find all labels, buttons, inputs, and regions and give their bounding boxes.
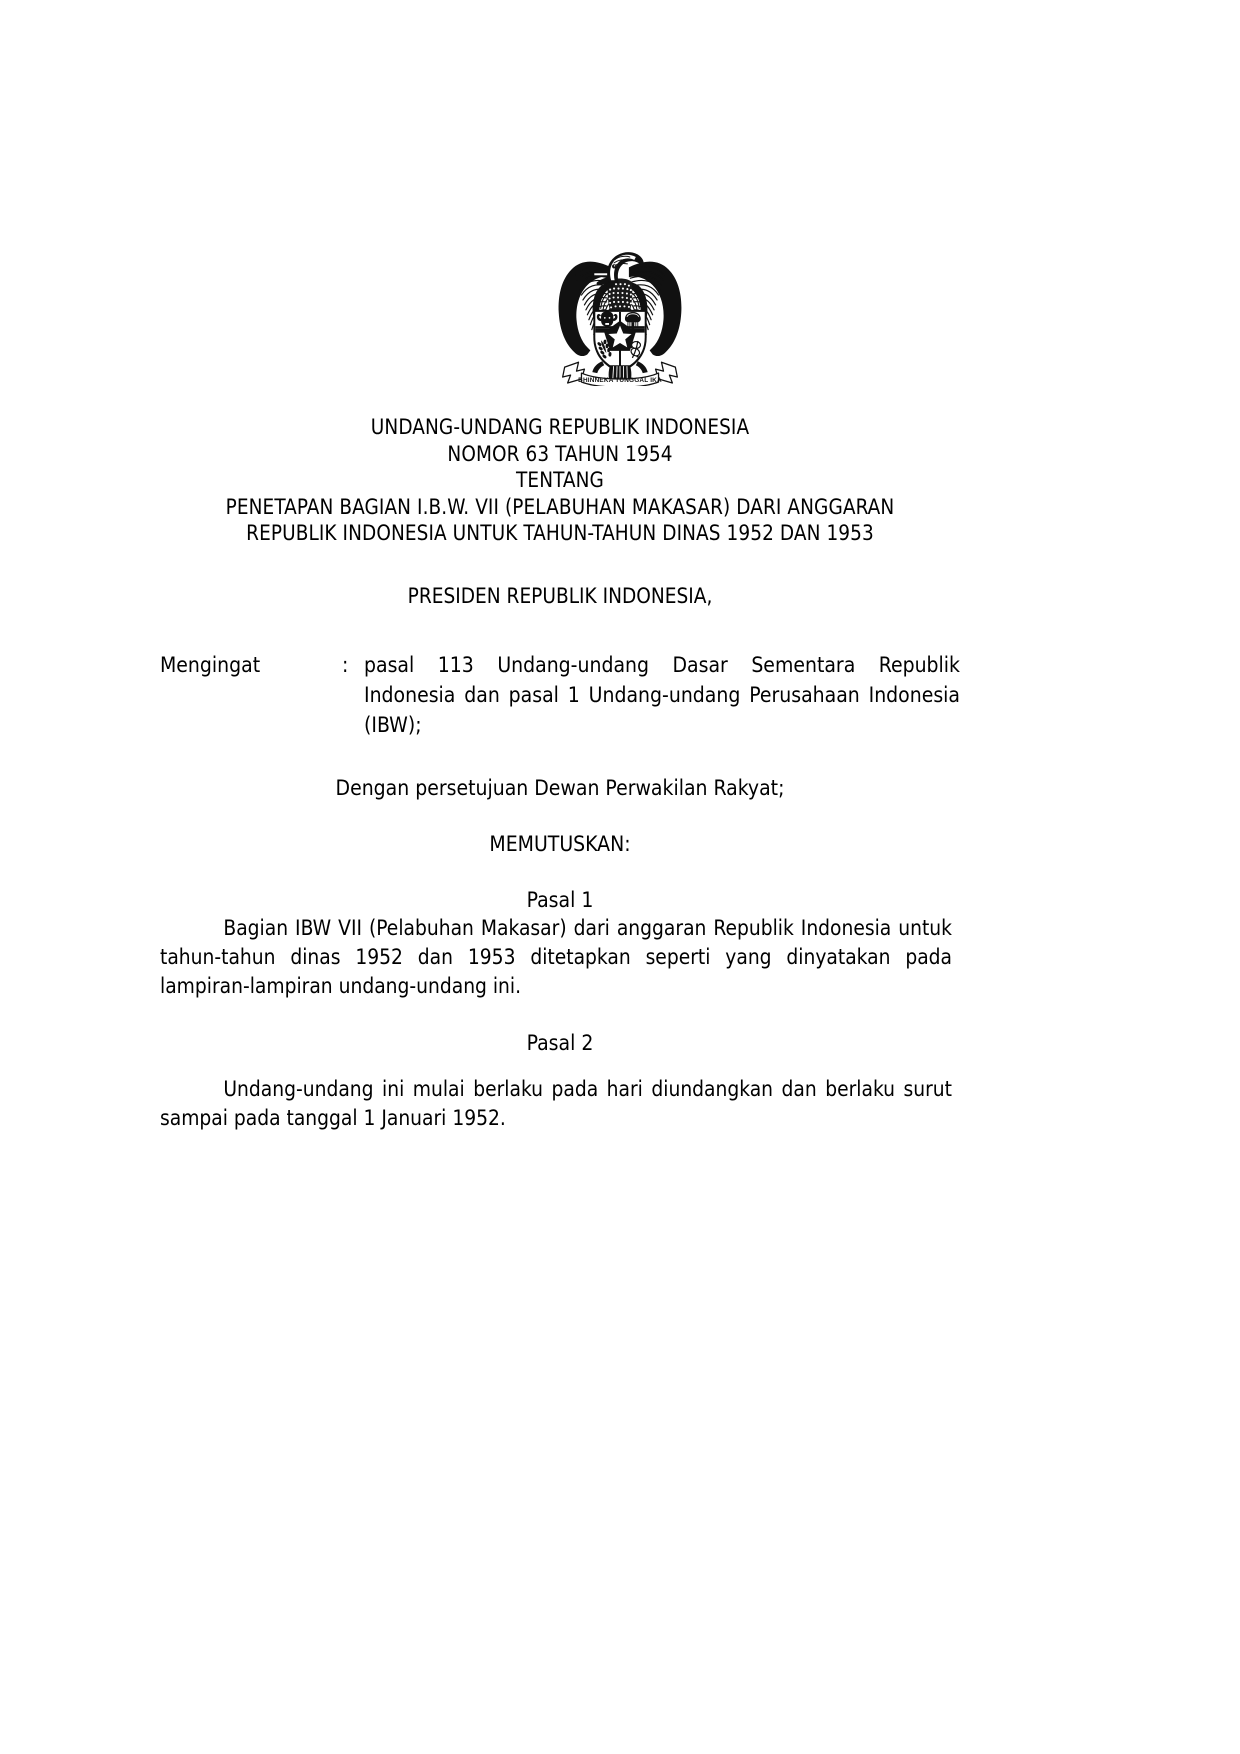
title-line-1: UNDANG-UNDANG REPUBLIK INDONESIA	[370, 415, 750, 440]
document-content	[160, 415, 960, 1133]
title-line-2: NOMOR 63 TAHUN 1954	[447, 441, 673, 467]
spacer	[160, 1001, 960, 1029]
considerations-text: pasal 113 Undang-undang Dasar Sementara Republik Indonesia dan pasal 1 Undang-undang Perusahaan Indonesia (IBW);	[364, 652, 960, 737]
considerations-label: Mengingat	[160, 652, 261, 677]
spacer	[160, 802, 960, 830]
title-line-4: PENETAPAN BAGIAN I.B.W. VII (PELABUHAN MAKASAR) DARI ANGGARAN	[225, 494, 895, 520]
article-1-body: Bagian IBW VII (Pelabuhan Makasar) dari anggaran Republik Indonesia untuk tahun-tahun dinas 1952 dan 1953 ditetapkan seperti yang dinyatakan pada lampiran-lampiran undang-undang ini.	[160, 915, 953, 998]
title-line-5: REPUBLIK INDONESIA UNTUK TAHUN-TAHUN DINAS 1952 DAN 1953	[246, 521, 874, 546]
svg-text:BHINNEKA TUNGGAL IKA: BHINNEKA TUNGGAL IKA	[578, 376, 662, 384]
spacer	[160, 1057, 960, 1075]
article-2-heading: Pasal 2	[526, 1030, 594, 1055]
spacer	[160, 740, 960, 774]
title-line-3: TENTANG	[516, 468, 604, 493]
article-2-body: Undang-undang ini mulai berlaku pada hari diundangkan dan berlaku surut sampai pada tanggal 1 Januari 1952.	[160, 1076, 953, 1130]
approval-text: Dengan persetujuan Dewan Perwakilan Rakyat;	[335, 775, 785, 800]
garuda-pancasila-emblem	[536, 208, 704, 386]
authority-heading: PRESIDEN REPUBLIK INDONESIA,	[407, 583, 713, 609]
document-title-block	[178, 415, 942, 548]
article-1-heading: Pasal 1	[526, 887, 594, 912]
decision-heading: MEMUTUSKAN:	[489, 831, 631, 856]
emblem-container	[0, 208, 1240, 391]
considerations-separator: :	[342, 652, 349, 677]
spacer	[160, 858, 960, 886]
considerations-row	[160, 650, 960, 740]
